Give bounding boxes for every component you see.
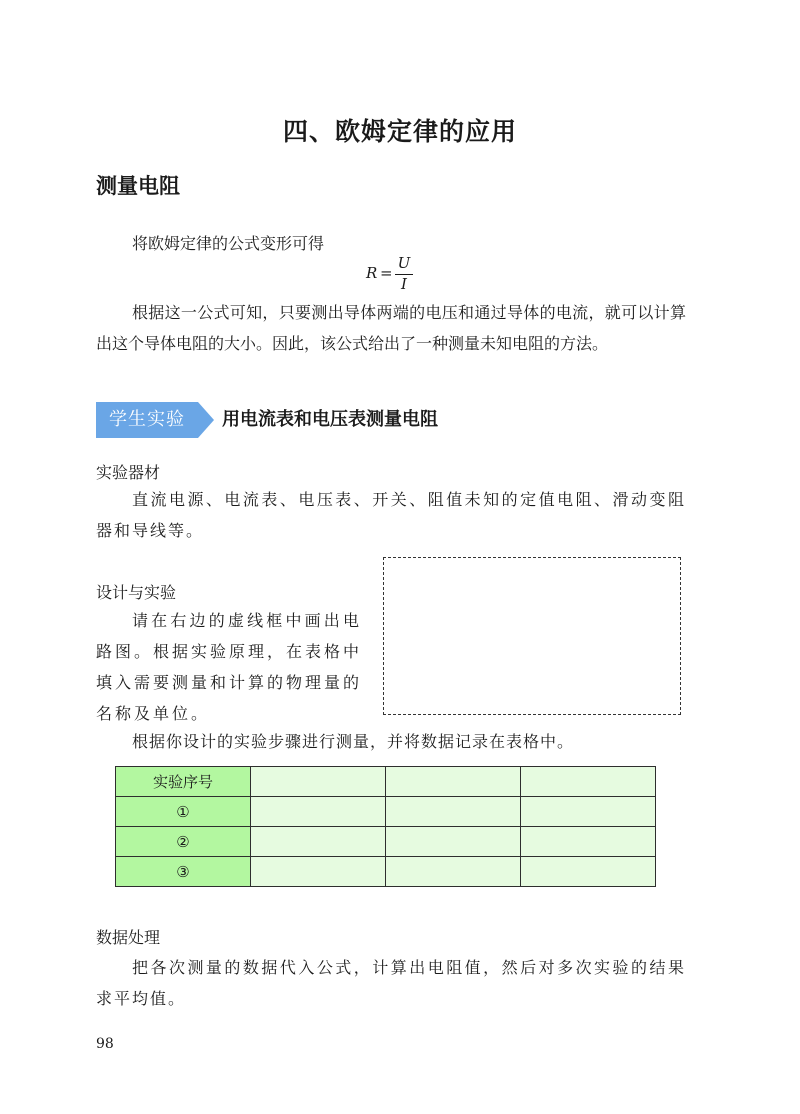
formula-denominator: I	[401, 275, 407, 293]
badge-arrow-icon	[198, 402, 214, 438]
processing-heading: 数据处理	[96, 928, 161, 947]
measure-instruction: 根据你设计的实验步骤进行测量，并将数据记录在表格中。	[132, 732, 575, 751]
experiment-badge: 学生实验	[96, 402, 198, 438]
formula-lhs: R	[366, 264, 378, 282]
table-cell	[386, 827, 521, 857]
experiment-title: 用电流表和电压表测量电阻	[222, 409, 438, 430]
table-cell	[521, 827, 656, 857]
table-header-cell: 实验序号	[116, 767, 251, 797]
table-row	[116, 827, 656, 857]
explanation-paragraph: 根据这一公式可知，只要测出导体两端的电压和通过导体的电流，就可以计算出这个导体电阻的大小。因此，该公式给出了一种测量未知电阻的方法。	[96, 303, 686, 353]
section-heading: 测量电阻	[96, 174, 180, 198]
table-cell	[251, 827, 386, 857]
row-label: ①	[116, 797, 251, 827]
table-cell	[521, 767, 656, 797]
table-cell	[251, 857, 386, 887]
table-cell	[521, 857, 656, 887]
table-row	[116, 767, 656, 797]
circuit-diagram-box	[383, 557, 681, 715]
table-cell	[521, 797, 656, 827]
table-cell	[386, 857, 521, 887]
table-cell	[251, 797, 386, 827]
processing-text: 把各次测量的数据代入公式，计算出电阻值，然后对多次实验的结果求平均值。	[96, 958, 686, 1008]
table-cell	[386, 767, 521, 797]
chapter-title: 四、欧姆定律的应用	[282, 117, 517, 146]
intro-line: 将欧姆定律的公式变形可得	[132, 234, 325, 253]
equipment-heading: 实验器材	[96, 463, 161, 482]
row-label: ③	[116, 857, 251, 887]
ohm-formula	[366, 254, 426, 294]
design-text: 请在右边的虚线框中画出电路图。根据实验原理，在表格中填入需要测量和计算的物理量的名称及单位。	[96, 611, 363, 723]
design-heading: 设计与实验	[96, 583, 177, 602]
table-cell	[386, 797, 521, 827]
page-number: 98	[96, 1036, 114, 1052]
table-row	[116, 857, 656, 887]
formula-numerator: U	[397, 254, 411, 272]
row-label: ②	[116, 827, 251, 857]
formula-equals: =	[380, 264, 393, 282]
data-table	[115, 766, 656, 887]
equipment-text: 直流电源、电流表、电压表、开关、阻值未知的定值电阻、滑动变阻器和导线等。	[96, 490, 686, 540]
table-row	[116, 797, 656, 827]
table-cell	[251, 767, 386, 797]
